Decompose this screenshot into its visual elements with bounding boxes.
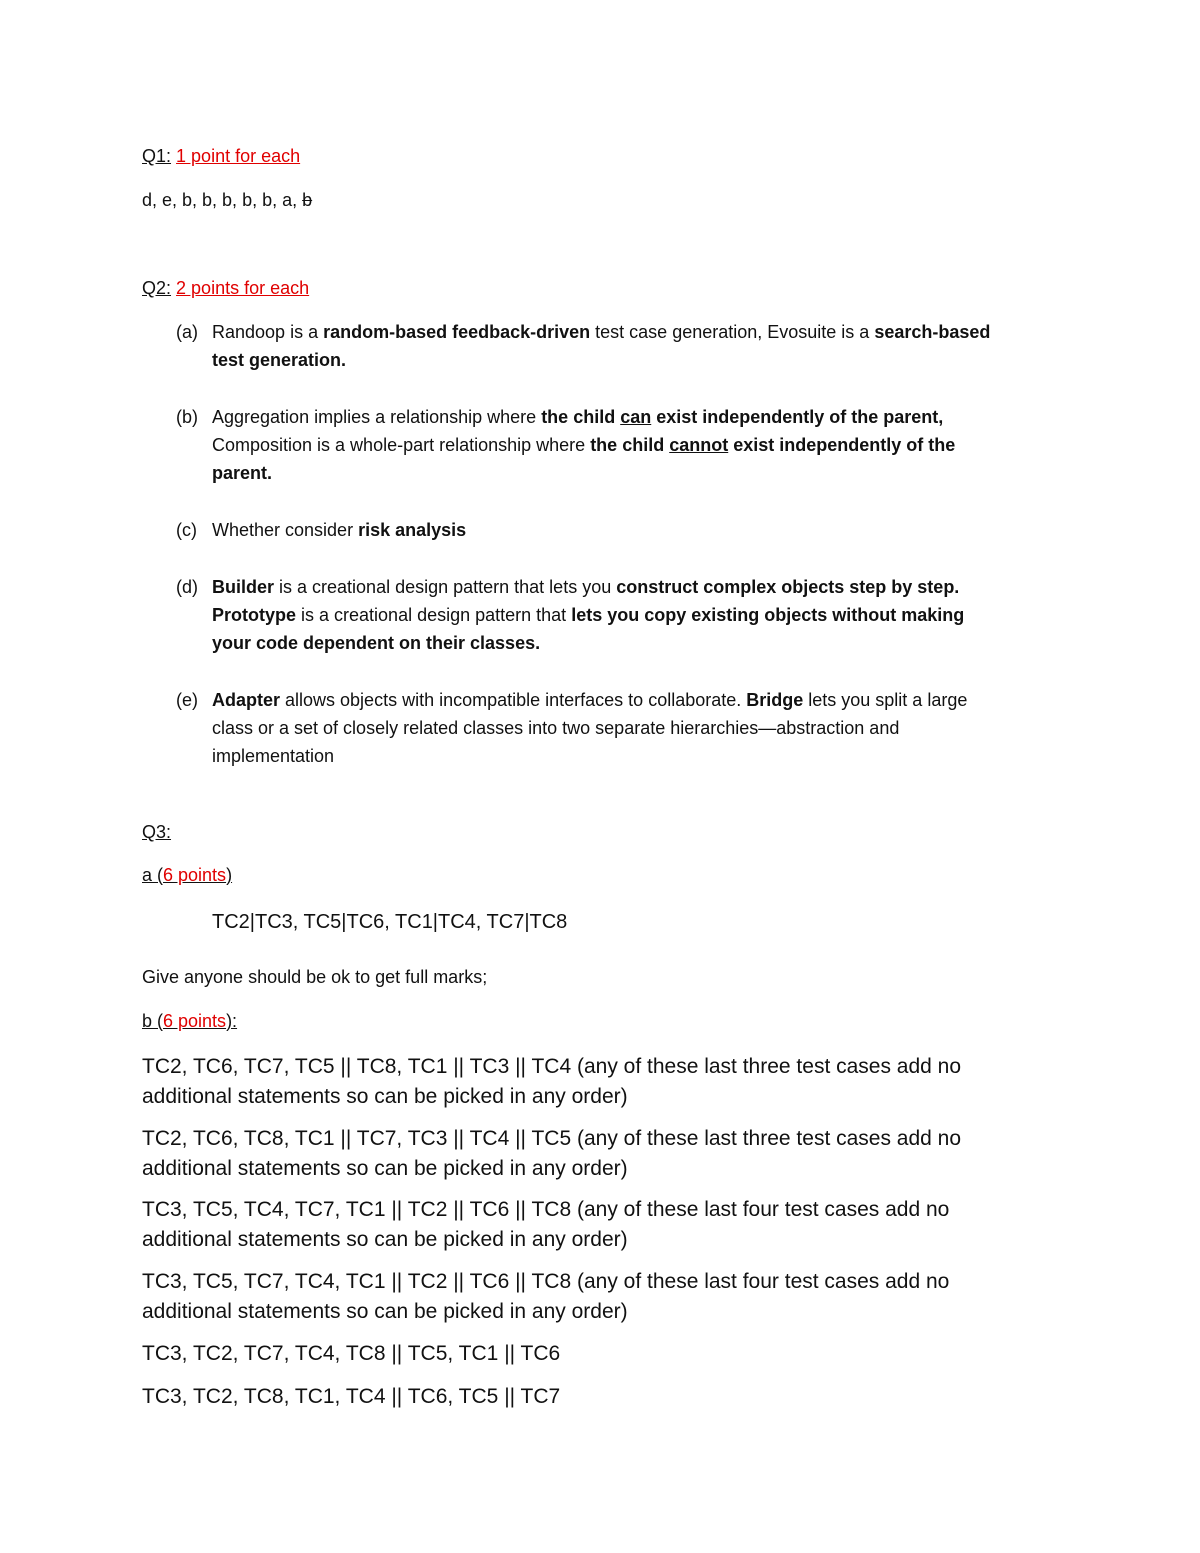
q2-item-c-line-1: Whether consider risk analysis [212,520,467,540]
q3-b-answer-4-line-2: additional statements so can be picked in any order) [142,1300,628,1323]
q1-label: Q1: [142,146,172,166]
q1-points: 1 point for each [176,146,301,166]
q2-label: Q2: [142,278,172,298]
q3-b-answer-1-line-2: additional statements so can be picked in any order) [142,1085,628,1108]
q2-item-b-line-1: Aggregation implies a relationship where the child can exist independently of the parent, [212,407,944,427]
q3-b-answer-3-line-1: TC3, TC5, TC4, TC7, TC1 || TC2 || TC6 || TC8 (any of these last four test cases add no [142,1198,950,1221]
q3-b-answer-5: TC3, TC2, TC7, TC4, TC8 || TC5, TC1 || TC6 [142,1342,561,1365]
q2-item-d-letter: (d) [176,577,198,597]
q3-label: Q3: [142,822,172,842]
q2-item-c-letter: (c) [176,520,197,540]
q3-part-a-note: Give anyone should be ok to get full marks; [142,967,488,987]
q1-answer-list: d, e, b, b, b, b, b, a, [142,190,298,210]
q2-item-d-line-2: Prototype is a creational design pattern that lets you copy existing objects without making [212,605,965,625]
q2-item-e-letter: (e) [176,690,198,710]
q2-item-d-line-1: Builder is a creational design pattern that lets you construct complex objects step by step. [212,577,960,597]
q2-item-a-line-1: Randoop is a random-based feedback-driven test case generation, Evosuite is a search-based [212,322,991,342]
q2-item-b-line-3: parent. [212,463,273,483]
q3-part-a-answer: TC2|TC3, TC5|TC6, TC1|TC4, TC7|TC8 [212,911,568,933]
q3-b-answer-1-line-1: TC2, TC6, TC7, TC5 || TC8, TC1 || TC3 || TC4 (any of these last three test cases add no [142,1055,962,1078]
q3-part-a-points: 6 points [163,865,227,885]
q2-item-e-line-2: class or a set of closely related classes into two separate hierarchies—abstraction and [212,718,900,738]
q3-part-b-heading: b (6 points): [142,1011,238,1031]
q2-points: 2 points for each [176,278,310,298]
q1-answers [142,186,312,214]
q3-part-a-heading: a (6 points) [142,865,233,885]
q3-b-answer-3-line-2: additional statements so can be picked in any order) [142,1228,628,1251]
q3-heading [142,818,171,846]
q3-part-b-points: 6 points [163,1011,227,1031]
q3-b-answer-6: TC3, TC2, TC8, TC1, TC4 || TC6, TC5 || TC7 [142,1385,561,1408]
q2-item-e-line-3: implementation [212,746,335,766]
q2-item-a-line-2: test generation. [212,350,347,370]
q2-item-a-letter: (a) [176,322,198,342]
q3-b-answer-2-line-2: additional statements so can be picked in any order) [142,1157,628,1180]
q3-b-answer-4-line-1: TC3, TC5, TC7, TC4, TC1 || TC2 || TC6 || TC8 (any of these last four test cases add no [142,1270,950,1293]
q1-struck-answer: b [302,190,313,210]
q2-item-d-line-3: your code dependent on their classes. [212,633,541,653]
q1-heading [142,142,300,170]
q2-heading [142,274,309,302]
q2-item-b-line-2: Composition is a whole-part relationship where the child cannot exist independently of the [212,435,956,455]
q3-b-answer-2-line-1: TC2, TC6, TC8, TC1 || TC7, TC3 || TC4 || TC5 (any of these last three test cases add no [142,1127,962,1150]
q2-item-e-line-1: Adapter allows objects with incompatible interfaces to collaborate. Bridge lets you split a large [212,690,968,710]
q2-item-b-letter: (b) [176,407,198,427]
